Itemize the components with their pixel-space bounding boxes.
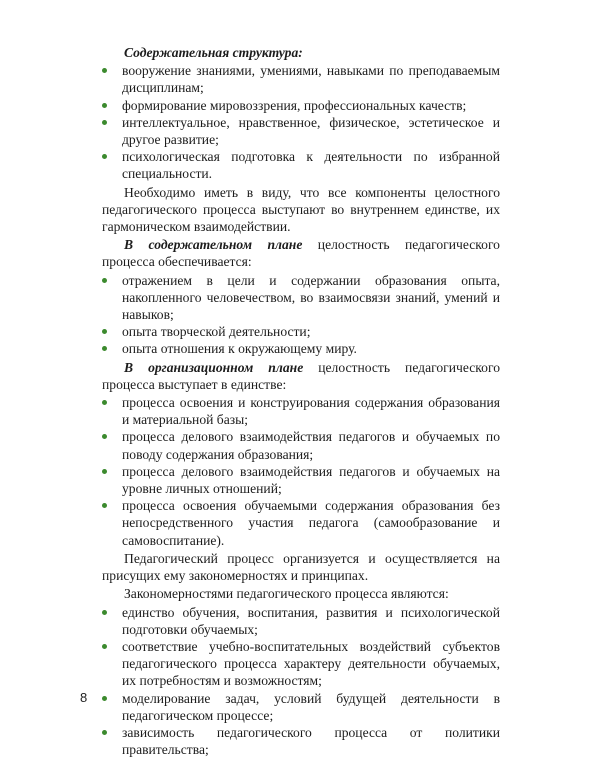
section-heading: Содержательная структура: [124,45,303,60]
content-plan-paragraph: В содержательном плане целостность педагогического процесса обеспечивается: [102,237,500,270]
list-item: процесса делового взаимодействия педагогов и обучаемых на уровне личных отношений; [102,463,500,497]
laws-list [102,604,500,759]
paragraph: Педагогический процесс организуется и осуществляется на присущих ему закономерностях и принципах. [102,550,500,584]
list-item: интеллектуальное, нравственное, физическое, эстетическое и другое развитие; [102,114,500,148]
list-item: единство обучения, воспитания, развития и психологической подготовки обучаемых; [102,604,500,638]
organizational-plan-list [102,394,500,549]
list-item: соответствие учебно-воспитательных воздействий субъектов педагогического процесса характеру деятельности обучаемых, их потребностям и возможностям; [102,638,500,690]
page-content [102,44,500,759]
list-item: формирование мировоззрения, профессиональных качеств; [102,97,500,114]
list-item: вооружение знаниями, умениями, навыками по преподаваемым дисциплинам; [102,62,500,96]
paragraph: Закономерностями педагогического процесса являются: [124,586,449,602]
list-item: зависимость педагогического процесса от политики правительства; [102,724,500,758]
list-item: опыта отношения к окружающему миру. [102,340,500,357]
structure-list [102,62,500,182]
organizational-plan-paragraph: В организационном плане целостность педагогического процесса выступает в единстве: [102,359,500,392]
page-number: 8 [80,690,88,705]
list-item: отражением в цели и содержании образования опыта, накопленного человечеством, во взаимосвязи знаний, умений и навыков; [102,272,500,324]
list-item: процесса освоения обучаемыми содержания образования без непосредственного участия педагога (самообразование и самовоспитание). [102,497,500,549]
list-item: моделирование задач, условий будущей деятельности в педагогическом процессе; [102,690,500,724]
content-plan-list [102,272,500,358]
list-item: психологическая подготовка к деятельности по избранной специальности. [102,148,500,182]
list-item: процесса делового взаимодействия педагогов и обучаемых по поводу содержания образования; [102,428,500,462]
list-item: процесса освоения и конструирования содержания образования и материальной базы; [102,394,500,428]
list-item: опыта творческой деятельности; [102,323,500,340]
paragraph: Необходимо иметь в виду, что все компоненты целостного педагогического процесса выступают во внутреннем единстве, их гармоническом взаимодействии. [102,184,500,235]
